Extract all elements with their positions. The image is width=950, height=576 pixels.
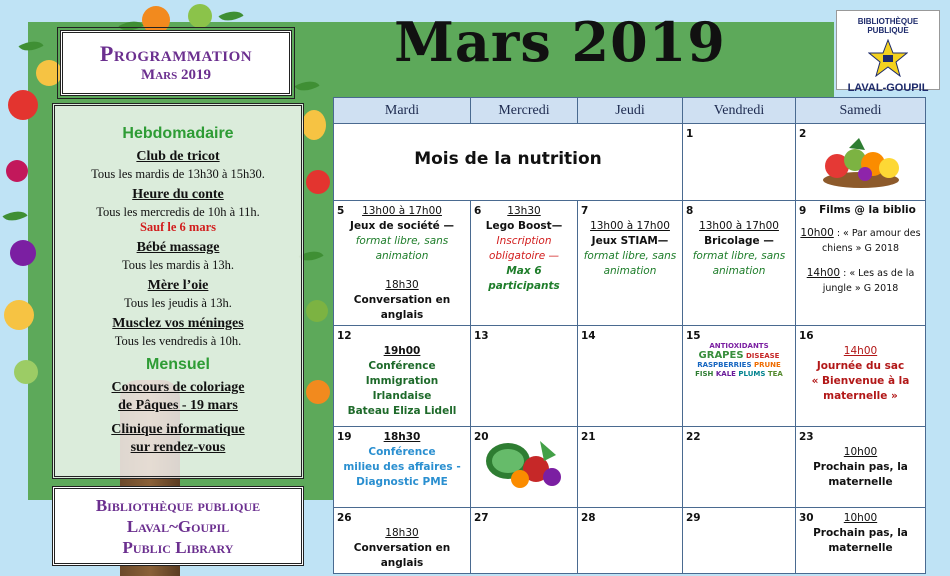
event-title: Lego Boost—: [485, 220, 563, 232]
grape-icon: [14, 360, 38, 384]
day-cell: [334, 201, 471, 326]
event-title: Heure du conte: [132, 187, 224, 202]
event-time: 10h00: [843, 446, 878, 458]
word-cloud-word: TEA: [767, 370, 783, 378]
event-desc: Tous les mardis à 13h.: [122, 258, 234, 272]
day-cell: [334, 326, 471, 427]
day-number: 8: [686, 205, 694, 217]
event-time: 10h00: [843, 512, 878, 524]
event-title: Club de tricot: [136, 149, 220, 164]
pear-icon: [188, 4, 212, 28]
logo-top-text: BIBLIOTHÈQUE PUBLIQUE: [857, 17, 919, 35]
plum-icon: [10, 240, 36, 266]
word-cloud-word: KALE: [715, 370, 736, 378]
program-title: Programmation: [99, 41, 253, 66]
day-cell: [471, 427, 578, 508]
day-cell: [578, 427, 683, 508]
leaf-icon: [2, 205, 27, 226]
day-cell: [578, 326, 683, 427]
calendar-week-row: [334, 326, 926, 427]
day-number: 15: [686, 330, 701, 342]
event-time: 18h30: [383, 431, 421, 443]
leaf-icon: [18, 35, 43, 56]
calendar-week-row: [334, 508, 926, 574]
day-cell: [683, 124, 796, 201]
berry-icon: [6, 160, 28, 182]
day-number: 16: [799, 330, 814, 342]
event-time: 13h00 à 17h00: [362, 205, 442, 217]
event-time: 13h00 à 17h00: [699, 220, 779, 232]
weekly-heading: Hebdomadaire: [122, 125, 234, 142]
event-desc: Tous les vendredis à 10h.: [114, 334, 242, 348]
event-title: Bricolage —: [704, 235, 774, 247]
schedule-panel: [52, 103, 304, 479]
day-number: 27: [474, 512, 489, 524]
vegetables-basket-icon: [819, 134, 903, 190]
library-line: Bibliothèque publique: [95, 496, 261, 515]
event-time: 18h30: [385, 527, 419, 539]
event-time: 14h00: [843, 345, 878, 357]
day-number: 1: [686, 128, 694, 140]
event-desc: format libre, sans animation: [692, 250, 786, 277]
day-cell: [471, 201, 578, 326]
monthly-event-line: Clinique informatique: [111, 422, 245, 437]
day-cell: [796, 508, 926, 574]
leaf-icon: [294, 75, 319, 96]
movie-title: : « Les as de la jungle » G 2018: [822, 268, 915, 294]
event-title: Musclez vos méninges: [112, 316, 244, 331]
event-time: 18h30: [385, 279, 419, 291]
day-number: 20: [474, 431, 489, 443]
event-title: Conversation en anglais: [353, 294, 451, 321]
event-desc: Inscription obligatoire —: [488, 235, 560, 262]
event-time: 10h00: [800, 227, 834, 239]
day-number: 13: [474, 330, 489, 342]
library-line: Public Library: [122, 538, 234, 557]
event-title: Jeux STIAM—: [591, 235, 669, 247]
event-desc: Tous les jeudis à 13h.: [124, 296, 232, 310]
monthly-event-line: Concours de coloriage: [111, 380, 245, 395]
grape-icon: [306, 300, 328, 322]
event-line: milieu des affaires -: [343, 461, 461, 473]
fruit-vegetables-icon: [482, 433, 566, 493]
day-number: 19: [337, 431, 352, 443]
event-line: Diagnostic PME: [356, 476, 448, 488]
day-cell: [796, 326, 926, 427]
event-note: Sauf le 6 mars: [139, 220, 217, 234]
day-header-vendredi: Vendredi: [683, 98, 796, 124]
nutrition-banner-cell: [334, 124, 683, 201]
event-line: « Bienvenue à la maternelle »: [811, 375, 910, 402]
films-header: Films @ la biblio: [819, 204, 916, 216]
day-header-mardi: Mardi: [334, 98, 471, 124]
monthly-heading: Mensuel: [145, 356, 210, 373]
day-cell: [334, 508, 471, 574]
day-cell: [683, 201, 796, 326]
event-title: Bébé massage: [136, 240, 220, 255]
monthly-event-line: de Pâques - 19 mars: [118, 398, 238, 413]
lemon-icon: [302, 110, 326, 140]
day-header-mercredi: Mercredi: [471, 98, 578, 124]
day-number: 14: [581, 330, 596, 342]
word-cloud-word: PRUNE: [753, 361, 781, 369]
event-title: Mère l’oie: [147, 278, 209, 293]
event-time: 19h00: [383, 345, 421, 357]
day-cell: [578, 201, 683, 326]
day-number: 23: [799, 431, 814, 443]
month-title: Mars 2019: [394, 10, 726, 74]
calendar-grid: [333, 97, 926, 574]
word-cloud-word: FISH: [695, 370, 714, 378]
strawberry-icon: [306, 170, 330, 194]
word-cloud-word: RASPBERRIES: [697, 361, 752, 369]
event-time: 13h30: [507, 205, 541, 217]
day-number: 21: [581, 431, 596, 443]
day-header-jeudi: Jeudi: [578, 98, 683, 124]
day-number: 29: [686, 512, 701, 524]
program-title-box: [60, 30, 292, 96]
calendar-header-row: [334, 98, 926, 124]
word-cloud-word: DISEASE: [745, 352, 780, 360]
event-line: Conférence: [368, 360, 436, 372]
movie-title: : « Par amour des chiens » G 2018: [821, 228, 921, 254]
logo-bottom-text: LAVAL-GOUPIL: [847, 82, 929, 94]
leaf-icon: [218, 5, 243, 26]
event-desc: format libre, sans animation: [583, 250, 677, 277]
calendar-week-row: [334, 427, 926, 508]
event-time: 13h00 à 17h00: [590, 220, 670, 232]
day-number: 2: [799, 128, 807, 140]
day-cell: [683, 427, 796, 508]
lemon-icon: [36, 60, 62, 86]
day-number: 7: [581, 205, 589, 217]
nutrition-banner: Mois de la nutrition: [414, 149, 602, 169]
day-cell: [471, 326, 578, 427]
day-cell: [471, 508, 578, 574]
event-title: Jeux de société —: [350, 220, 454, 232]
nutrition-word-cloud: [693, 342, 785, 379]
event-line: Prochain pas, la maternelle: [813, 461, 908, 488]
program-subtitle: Mars 2019: [141, 67, 211, 83]
word-cloud-word: GRAPES: [698, 350, 744, 361]
lemon-icon: [4, 300, 34, 330]
event-line: Conversation en anglais: [353, 542, 451, 569]
word-cloud-word: PLUMS: [738, 370, 766, 378]
calendar-week-row: [334, 201, 926, 326]
day-number: 30: [799, 512, 814, 524]
day-cell: [578, 508, 683, 574]
day-number: 9: [799, 205, 807, 217]
event-line: Bateau Eliza Lidell: [347, 405, 457, 417]
day-number: 12: [337, 330, 352, 342]
event-desc: format libre, sans animation: [355, 235, 449, 262]
event-line: Prochain pas, la maternelle: [813, 527, 908, 554]
apple-icon: [8, 90, 38, 120]
library-name-box: [52, 486, 304, 566]
day-number: 22: [686, 431, 701, 443]
library-line: Laval~Goupil: [126, 517, 230, 536]
word-cloud-word: ANTIOXIDANTS: [709, 342, 769, 350]
day-cell: [334, 427, 471, 508]
event-line: Journée du sac: [816, 360, 905, 372]
day-header-samedi: Samedi: [796, 98, 926, 124]
library-logo: [836, 10, 940, 94]
event-desc: Tous les mercredis de 10h à 11h.: [96, 205, 260, 219]
day-cell: [796, 201, 926, 326]
day-number: 5: [337, 205, 345, 217]
day-cell: [796, 427, 926, 508]
calendar-week-row: [334, 124, 926, 201]
event-note: Max 6 participants: [488, 265, 560, 292]
day-cell: [796, 124, 926, 201]
orange-icon: [306, 380, 330, 404]
event-desc: Tous les mardis de 13h30 à 15h30.: [91, 167, 265, 181]
day-number: 28: [581, 512, 596, 524]
monthly-event-line: sur rendez-vous: [130, 440, 226, 455]
event-time: 14h00: [806, 267, 841, 279]
event-line: Immigration Irlandaise: [365, 375, 439, 402]
day-cell: [683, 326, 796, 427]
event-line: Conférence: [368, 446, 436, 458]
day-number: 26: [337, 512, 352, 524]
day-number: 6: [474, 205, 482, 217]
star-icon: [868, 39, 908, 77]
day-cell: [683, 508, 796, 574]
